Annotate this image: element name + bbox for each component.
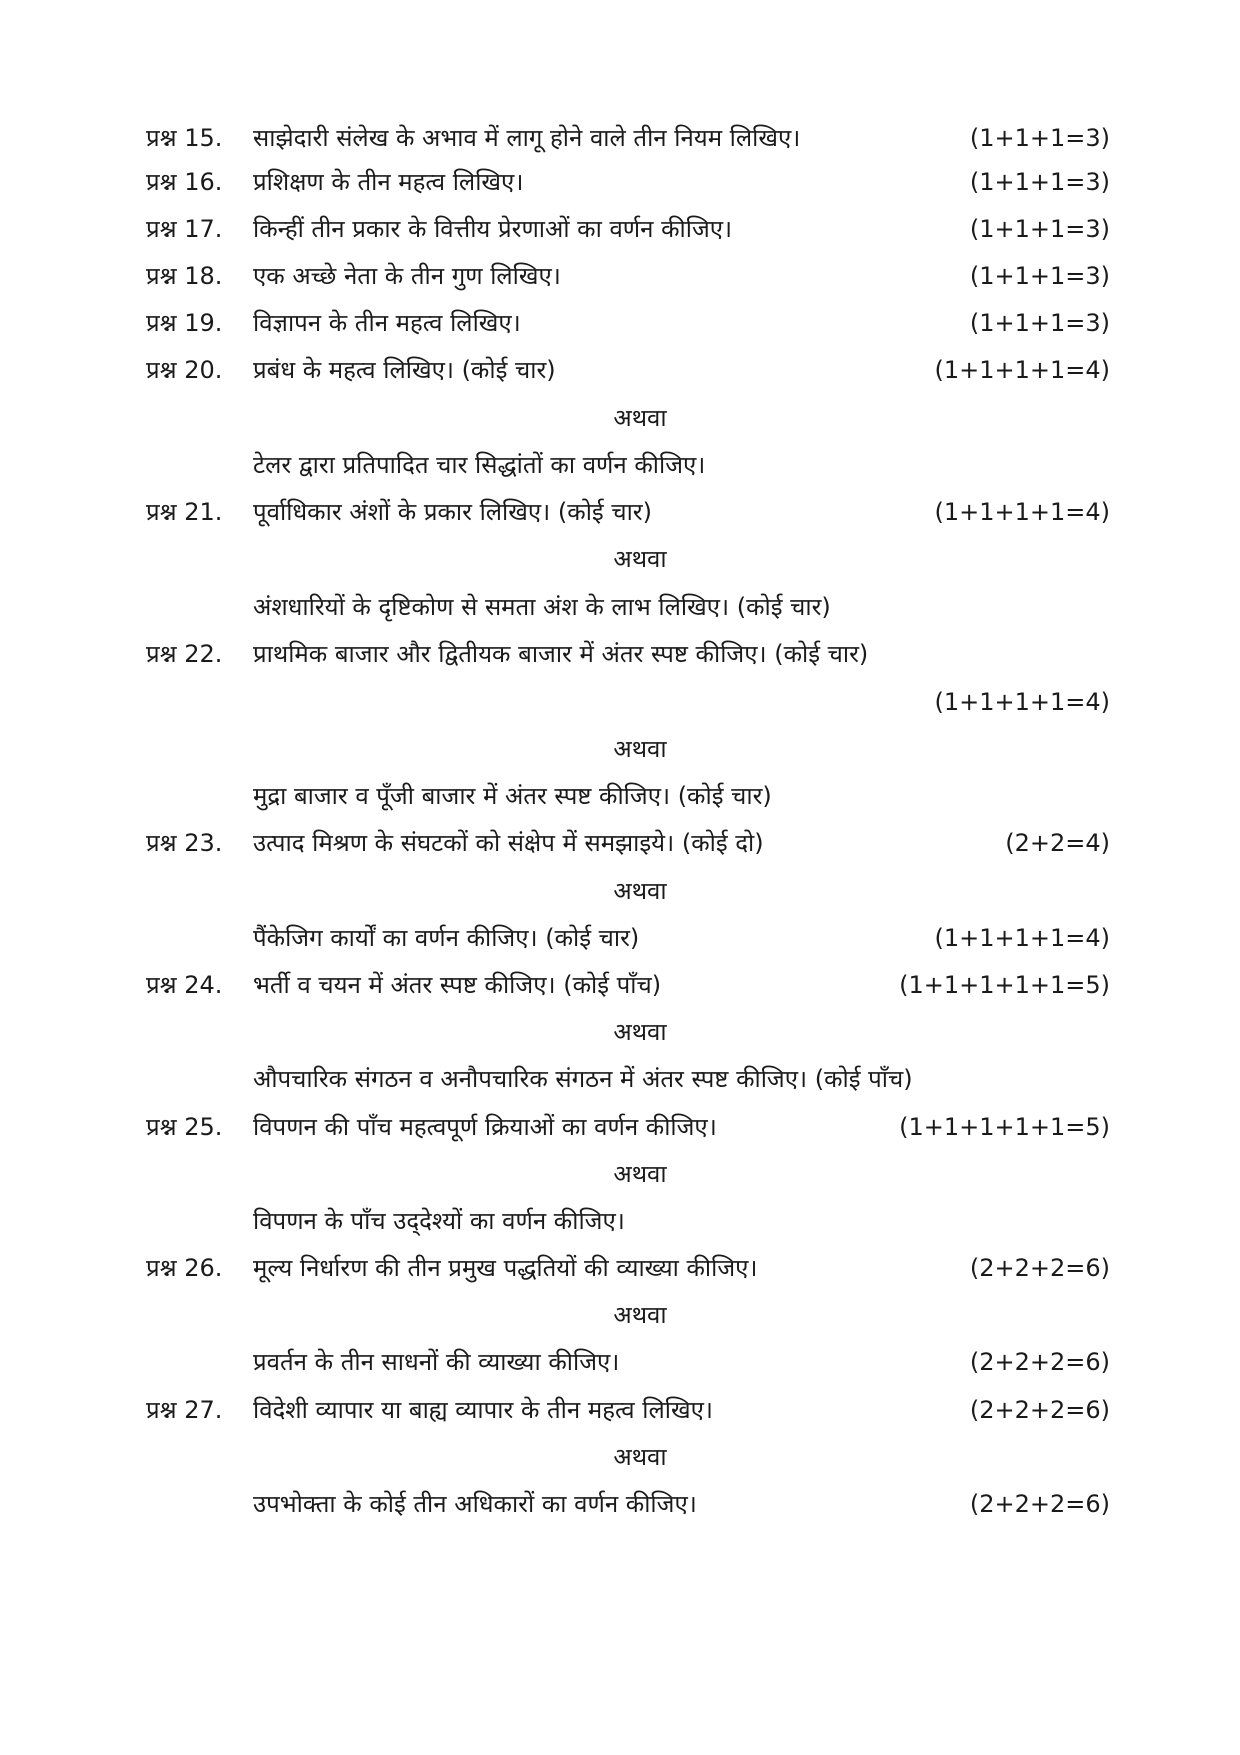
question-marks: (2+2=4) bbox=[1005, 829, 1110, 857]
question-marks: (1+1+1+1=4) bbox=[934, 498, 1110, 526]
question-text: एक अच्छे नेता के तीन गुण लिखिए। bbox=[253, 262, 561, 290]
question-number: प्रश्न 16. bbox=[146, 168, 223, 196]
question-27-alternative bbox=[0, 1484, 1240, 1524]
alternative-marks: (1+1+1+1=4) bbox=[934, 924, 1110, 952]
question-25-alternative bbox=[0, 1201, 1240, 1241]
question-15 bbox=[0, 118, 1240, 158]
question-number: प्रश्न 18. bbox=[146, 262, 223, 290]
or-divider bbox=[0, 1012, 1240, 1052]
question-text: भर्ती व चयन में अंतर स्पष्ट कीजिए। (कोई पाँच) bbox=[253, 971, 662, 999]
alternative-text: अंशधारियों के दृष्टिकोण से समता अंश के लाभ लिखिए। (कोई चार) bbox=[253, 593, 831, 621]
question-23 bbox=[0, 823, 1240, 863]
alternative-text: उपभोक्ता के कोई तीन अधिकारों का वर्णन कीजिए। bbox=[253, 1490, 697, 1518]
question-marks: (1+1+1=3) bbox=[969, 124, 1110, 152]
or-divider bbox=[0, 871, 1240, 911]
question-marks: (1+1+1=3) bbox=[969, 262, 1110, 290]
question-26-alternative bbox=[0, 1342, 1240, 1382]
or-label: अथवा bbox=[613, 404, 667, 432]
question-text: विदेशी व्यापार या बाह्य व्यापार के तीन महत्व लिखिए। bbox=[253, 1396, 713, 1424]
question-marks: (1+1+1=3) bbox=[969, 309, 1110, 337]
question-number: प्रश्न 15. bbox=[146, 124, 223, 152]
or-label: अथवा bbox=[613, 1443, 667, 1471]
or-divider bbox=[0, 1437, 1240, 1477]
question-20-alternative bbox=[0, 445, 1240, 485]
question-text: पूर्वाधिकार अंशों के प्रकार लिखिए। (कोई चार) bbox=[253, 498, 652, 526]
question-27 bbox=[0, 1390, 1240, 1430]
question-24-alternative bbox=[0, 1059, 1240, 1099]
or-label: अथवा bbox=[613, 1160, 667, 1188]
question-18 bbox=[0, 256, 1240, 296]
alternative-text: औपचारिक संगठन व अनौपचारिक संगठन में अंतर स्पष्ट कीजिए। (कोई पाँच) bbox=[253, 1065, 913, 1093]
alternative-text: टेलर द्वारा प्रतिपादित चार सिद्धांतों का वर्णन कीजिए। bbox=[253, 451, 706, 479]
question-marks: (1+1+1+1=4) bbox=[934, 688, 1110, 716]
question-marks: (1+1+1=3) bbox=[969, 168, 1110, 196]
question-16 bbox=[0, 162, 1240, 202]
question-number: प्रश्न 24. bbox=[146, 971, 223, 999]
question-25 bbox=[0, 1107, 1240, 1147]
question-marks: (2+2+2=6) bbox=[969, 1254, 1110, 1282]
question-number: प्रश्न 25. bbox=[146, 1113, 223, 1141]
or-divider bbox=[0, 1154, 1240, 1194]
question-22-marks-line bbox=[0, 682, 1240, 722]
question-number: प्रश्न 27. bbox=[146, 1396, 223, 1424]
question-text: मूल्य निर्धारण की तीन प्रमुख पद्धतियों की व्याख्या कीजिए। bbox=[253, 1254, 758, 1282]
question-23-alternative bbox=[0, 918, 1240, 958]
question-21 bbox=[0, 492, 1240, 532]
or-label: अथवा bbox=[613, 545, 667, 573]
question-20 bbox=[0, 350, 1240, 390]
question-text: प्राथमिक बाजार और द्वितीयक बाजार में अंतर स्पष्ट कीजिए। (कोई चार) bbox=[253, 640, 869, 668]
question-21-alternative bbox=[0, 587, 1240, 627]
question-text: किन्हीं तीन प्रकार के वित्तीय प्रेरणाओं का वर्णन कीजिए। bbox=[253, 215, 733, 243]
alternative-marks: (2+2+2=6) bbox=[969, 1348, 1110, 1376]
or-divider bbox=[0, 539, 1240, 579]
or-label: अथवा bbox=[613, 1301, 667, 1329]
question-marks: (2+2+2=6) bbox=[969, 1396, 1110, 1424]
question-number: प्रश्न 20. bbox=[146, 356, 223, 384]
question-24 bbox=[0, 965, 1240, 1005]
question-marks: (1+1+1+1+1=5) bbox=[899, 971, 1110, 999]
question-marks: (1+1+1+1+1=5) bbox=[899, 1113, 1110, 1141]
question-number: प्रश्न 26. bbox=[146, 1254, 223, 1282]
question-marks: (1+1+1=3) bbox=[969, 215, 1110, 243]
question-number: प्रश्न 23. bbox=[146, 829, 223, 857]
or-divider bbox=[0, 398, 1240, 438]
question-text: साझेदारी संलेख के अभाव में लागू होने वाले तीन नियम लिखिए। bbox=[253, 124, 801, 152]
question-17 bbox=[0, 209, 1240, 249]
or-label: अथवा bbox=[613, 735, 667, 763]
alternative-marks: (2+2+2=6) bbox=[969, 1490, 1110, 1518]
or-label: अथवा bbox=[613, 877, 667, 905]
question-19 bbox=[0, 303, 1240, 343]
question-text: विपणन की पाँच महत्वपूर्ण क्रियाओं का वर्णन कीजिए। bbox=[253, 1113, 717, 1141]
or-divider bbox=[0, 1295, 1240, 1335]
question-22-alternative bbox=[0, 776, 1240, 816]
question-26 bbox=[0, 1248, 1240, 1288]
question-text: प्रबंध के महत्व लिखिए। (कोई चार) bbox=[253, 356, 556, 384]
alternative-text: मुद्रा बाजार व पूँजी बाजार में अंतर स्पष्ट कीजिए। (कोई चार) bbox=[253, 782, 772, 810]
alternative-text: पैंकेजिग कार्यों का वर्णन कीजिए। (कोई चार) bbox=[253, 924, 640, 952]
alternative-text: प्रवर्तन के तीन साधनों की व्याख्या कीजिए। bbox=[253, 1348, 620, 1376]
question-number: प्रश्न 19. bbox=[146, 309, 223, 337]
question-text: उत्पाद मिश्रण के संघटकों को संक्षेप में समझाइये। (कोई दो) bbox=[253, 829, 764, 857]
alternative-text: विपणन के पाँच उद्‌देश्यों का वर्णन कीजिए। bbox=[253, 1207, 625, 1235]
or-label: अथवा bbox=[613, 1018, 667, 1046]
question-text: विज्ञापन के तीन महत्व लिखिए। bbox=[253, 309, 521, 337]
question-number: प्रश्न 21. bbox=[146, 498, 223, 526]
question-marks: (1+1+1+1=4) bbox=[934, 356, 1110, 384]
or-divider bbox=[0, 729, 1240, 769]
question-22 bbox=[0, 634, 1240, 674]
question-text: प्रशिक्षण के तीन महत्व लिखिए। bbox=[253, 168, 524, 196]
question-number: प्रश्न 22. bbox=[146, 640, 223, 668]
question-number: प्रश्न 17. bbox=[146, 215, 223, 243]
